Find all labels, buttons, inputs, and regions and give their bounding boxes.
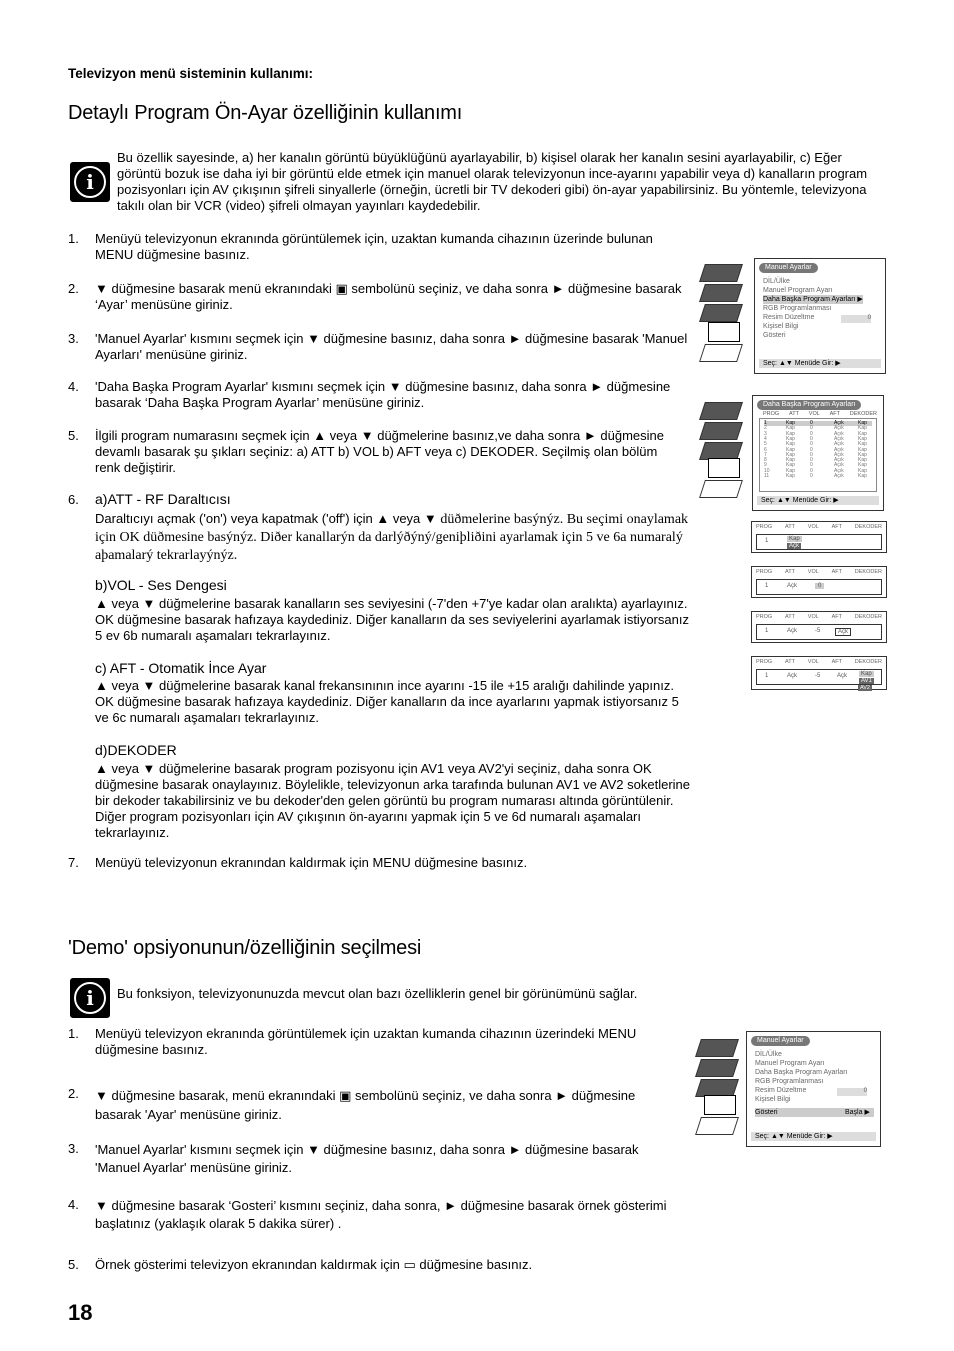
sub-d-text: ▲ veya ▼ düğmelerine basarak program pozisyonu için AV1 veya AV2'yi seçiniz, daha sonra OK düğmesine basarak onaylayınız. Böylelikle, televizyonun arka tarafında bulunan AV1 ve AV2 soketlerine bir dekoder takabilirsiniz ve bu dekoder'den gelen görüntü bu program numarası altında görüntülenir. Diğer program pozisyonları için AV çıkışının ön-ayarını yapmak için 5 ve 6d numaralı aşamaları tekrarlayınız. [95, 761, 690, 840]
further-row: 2 Kap 0 Açık Kap [764, 425, 867, 432]
section2-info: Bu fonksiyon, televizyonunuzda mevcut olan bazı özelliklerin genel bir görünümünü sağlar. [117, 986, 638, 1001]
step-number: 1. [68, 231, 79, 246]
sub-c-heading: c) AFT - Otomatik İnce Ayar [95, 660, 267, 676]
sub-a-text: Daraltıcıyı açmak ('on') veya kapatmak ('off') için ▲ veya ▼ düðmelerine basýnýz. Bu seçimi onaylamak için OK düðmesine basýnýz. Diðer kanallarýn da darlýðýný/geniþliðini ayarlamak için 5 ve 6a numaralý aþamalarý tekrarlayýnýz. [95, 511, 689, 563]
further-row: 9 Kap 0 Açık Kap [764, 462, 867, 469]
info-icon: i [70, 162, 110, 202]
setup-icon [708, 322, 740, 342]
manual-settings-screen: Manuel Ayarlar DİL/Ülke Manuel Program Ayarı Daha Başka Program Ayarları ▶ RGB Programlanması Resim Düzeltme Kişisel Bilgi Gösteri 0 Seç: ▲▼ Menüde Gir: ▶ [754, 258, 886, 374]
step-text: ▼ düğmesine basarak, menü ekranındaki ▣ sembolünü seçiniz, ve daha sonra ► düğmesine basarak 'Ayar' menüsüne giriniz. [95, 1088, 636, 1122]
further-row: 3 Kap 0 Açık Kap [764, 430, 867, 437]
step-number: 4. [68, 379, 79, 394]
further-row: 5 Kap 0 Açık Kap [764, 441, 867, 448]
step-text: Menüyü televizyon ekranında görüntülemek için uzaktan kumanda cihazının üzerindeki MENU düğmesine basınız. [95, 1026, 637, 1057]
att-strip: PROG ATT VOL AFT DEKODER 1 Kap Açk [751, 521, 887, 553]
step-number: 2. [68, 1086, 79, 1101]
step-text: Menüyü televizyonun ekranından kaldırmak için MENU düğmesine basınız. [95, 855, 528, 870]
sub-b-text: ▲ veya ▼ düğmelerine basarak kanalların ses seviyesini (-7'den +7'ye kadar olan aralıkta) ayarlayınız. OK düğmesine basarak hafızaya kaydediniz. Diğer kanalların da ses seviyelerini ayarlamak istiyorsanız 5 ev 6b numaralı aşamaları tekrarlayınız. [95, 596, 689, 643]
further-row: 8 Kap 0 Açık Kap [764, 457, 867, 464]
step-text: 'Manuel Ayarlar' kısmını seçmek için ▼ düğmesine basınız, daha sonra ► düğmesine basarak 'Manuel Ayarları' menüsüne giriniz. [95, 331, 688, 362]
info-icon: i [70, 978, 110, 1018]
sub-d-heading: d)DEKODER [95, 742, 177, 758]
further-row: 11 Kap 0 Açık Kap [764, 473, 867, 479]
menu-tabs [702, 262, 746, 362]
step-number: 6. [68, 492, 79, 507]
step-number: 5. [68, 428, 79, 443]
menu-tabs [702, 400, 746, 500]
vol-strip: PROG ATT VOL AFT DEKODER 1 Açk 0 [751, 566, 887, 598]
sub-b-heading: b)VOL - Ses Dengesi [95, 577, 227, 593]
step-number: 2. [68, 281, 79, 296]
step-number: 4. [68, 1197, 79, 1212]
menu-tabs [698, 1037, 742, 1137]
step-text: Menüyü televizyonun ekranında görüntülemek için, uzaktan kumanda cihazının üzerinde bulunan MENU düğmesine basınız. [95, 231, 653, 262]
decoder-strip: PROG ATT VOL AFT DEKODER 1 Açk -5 Açk Kap AV1 AV2 [751, 656, 887, 690]
further-settings-screen: Daha Başka Program Ayarları PROG ATT VOL AFT DEKODER 1 Kap 0 Açık Kap 2 Kap 0 Açık Kap 3 Kap 0 Açık Kap 4 Kap 0 Açık Kap 5 Kap 0 Açık Kap 6 Kap 0 Açık Kap 7 Kap 0 Açık Kap 8 Kap 0 Açık Kap 9 Kap 0 Açık Kap 10 Kap 0 Açık Kap 11 Kap 0 Açık Kap Seç: ▲▼ Menüde Gir: ▶ [752, 395, 884, 511]
step-number: 5. [68, 1257, 79, 1272]
step-text: ▼ düğmesine basarak menü ekranındaki ▣ sembolünü seçiniz, ve daha sonra ► düğmesine basarak ‘Ayar’ menüsüne giriniz. [95, 281, 682, 312]
section-label: Televizyon menü sisteminin kullanımı: [68, 66, 314, 81]
section1-title: Detaylı Program Ön-Ayar özelliğinin kullanımı [68, 102, 463, 124]
further-row: 7 Kap 0 Açık Kap [764, 451, 867, 458]
aft-strip: PROG ATT VOL AFT DEKODER 1 Açk -5 Açk [751, 611, 887, 643]
further-row: 10 Kap 0 Açık Kap [764, 467, 867, 474]
further-row: 6 Kap 0 Açık Kap [764, 446, 867, 453]
further-row: 1 Kap 0 Açık Kap [764, 421, 872, 426]
step-text: 'Manuel Ayarlar' kısmını seçmek için ▼ düğmesine basınız, daha sonra ► düğmesine basarak 'Manuel Ayarlar' menüsüne giriniz. [95, 1142, 639, 1175]
step-number: 3. [68, 331, 79, 346]
sub-a-heading: a)ATT - RF Daraltıcısı [95, 491, 231, 507]
setup-icon [708, 458, 740, 478]
step-text: ▼ düğmesine basarak ‘Gosteri’ kısmını seçiniz, daha sonra, ► düğmesine basarak örnek gösterimi başlatınız (yaklaşık olarak 5 dakika sürer) . [95, 1198, 667, 1231]
step-text: Örnek gösterimi televizyon ekranından kaldırmak için ▭ düğmesine basınız. [95, 1257, 533, 1272]
setup-icon [704, 1095, 736, 1115]
step-text: İlgili program numarasını seçmek için ▲ veya ▼ düğmelerine basınız,ve daha sonra ► düğmesine devamlı basarak şu şıkları seçiniz: a) ATT b) VOL b) AFT veya c) DEKODER. Seçilmiş olan bölüm renk değiştirir. [95, 428, 664, 475]
step-number: 1. [68, 1026, 79, 1041]
step-number: 3. [68, 1141, 79, 1156]
section1-info: Bu özellik sayesinde, a) her kanalın görüntü büyüklüğünü ayarlayabilir, b) kişisel olarak her kanalın sesini ayarlayabilir, c) Eğer görüntü bozuk ise daha iyi bir görüntü elde etmek için manuel olarak televizyonun ince-ayarını yapabilir veya d) kanalların program pozisyonları için AV çıkışının şifreli sinyallerle (örneğin, ücretli bir TV dekoderi gibi) ön-ayar yapabilirsiniz. Bu yöntemle, televizyona takılı olan bir VCR (video) şifreli olmayan yayınları kaydedebilir. [117, 150, 868, 213]
page-number: 18 [68, 1300, 93, 1325]
step-text: 'Daha Başka Program Ayarlar' kısmını seçmek için ▼ düğmesine basınız, daha sonra ► düğmesine basarak ‘Daha Başka Program Ayarlar’ menüsüne giriniz. [95, 379, 671, 410]
demo-screen: Manuel Ayarlar DİL/Ülke Manuel Program Ayarı Daha Başka Program Ayarları RGB Programlanması Resim Düzeltme Kişisel Bilgi Gösteri Başla ▶ 0 Seç: ▲▼ Menüde Gir: ▶ [746, 1031, 881, 1147]
step-number: 7. [68, 855, 79, 870]
section2-title: 'Demo' opsiyonunun/özelliğinin seçilmesi [68, 937, 422, 959]
further-row: 4 Kap 0 Açık Kap [764, 435, 867, 442]
sub-c-text: ▲ veya ▼ düğmelerine basarak kanal frekansınının ince ayarını -15 ile +15 aralığı dahilinde yapınız. OK düğmesine basarak hafızaya kaydediniz. Diğer kanalların da ince ayarlarını yapmak istiyorsanız 5 ve 6c numaralı aşamaları tekrarlayınız. [95, 678, 679, 725]
